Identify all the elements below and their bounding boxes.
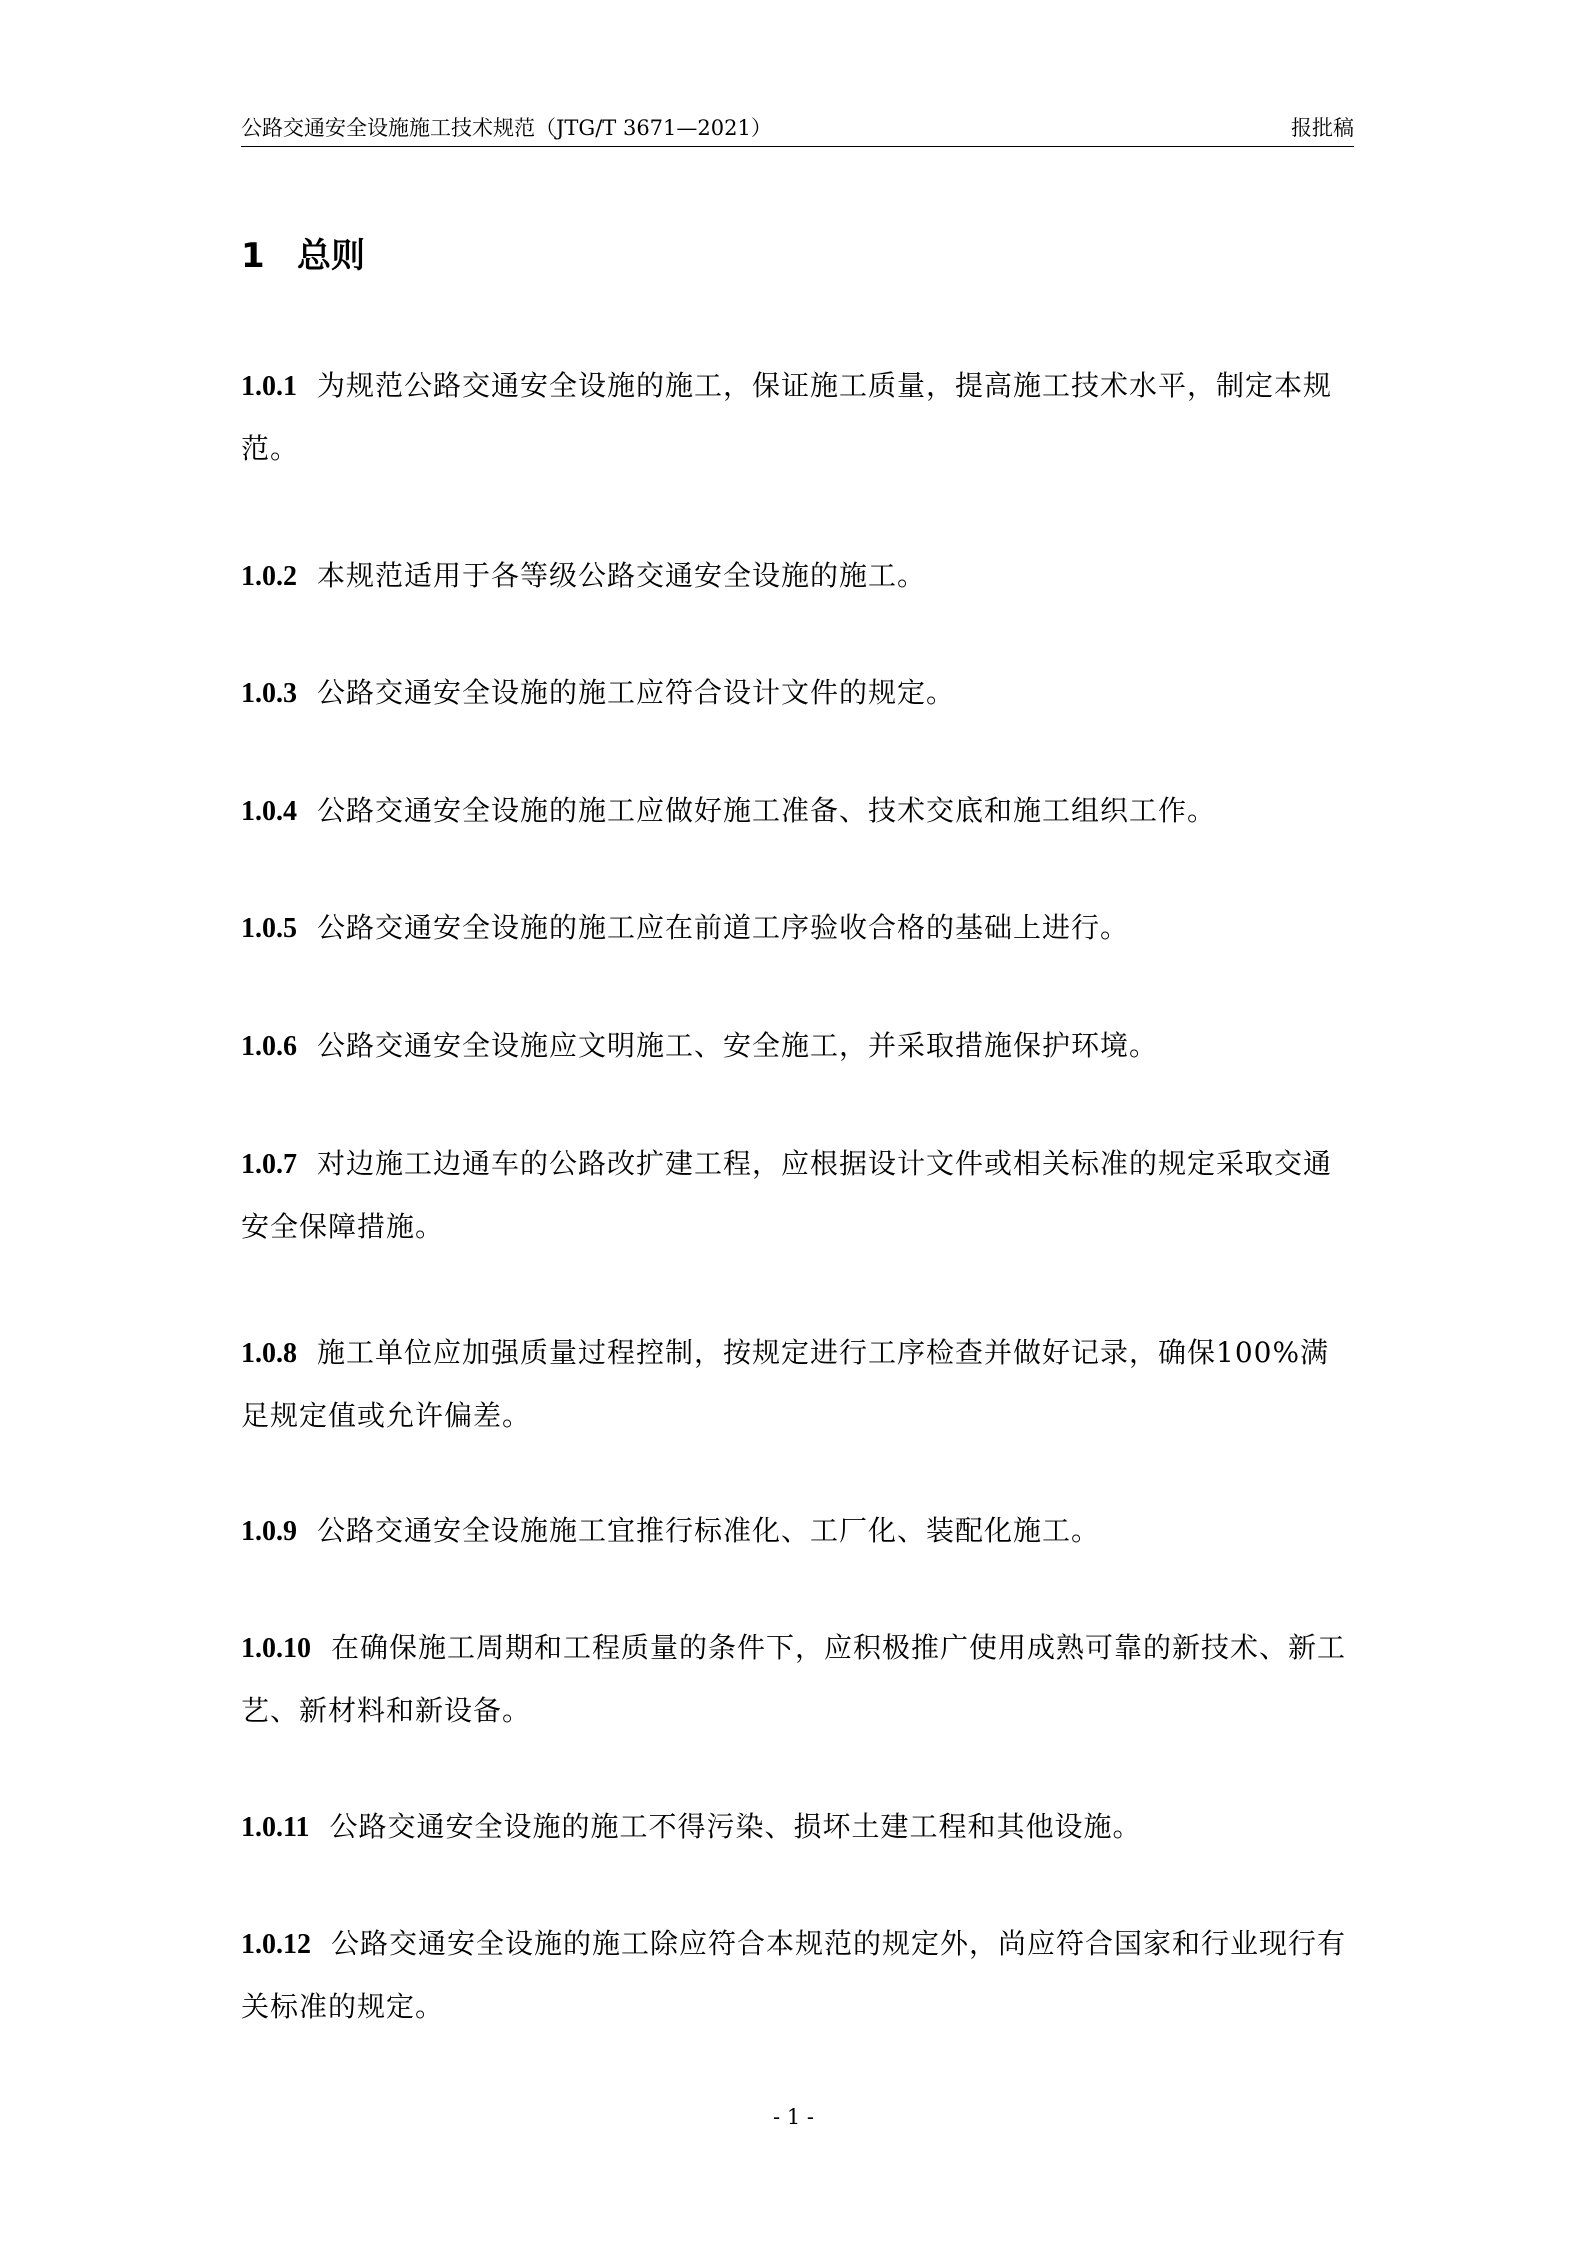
clause-text: 本规范适用于各等级公路交通安全设施的施工。: [317, 559, 927, 592]
clause-number: 1.0.11: [241, 1812, 310, 1843]
clause-number: 1.0.9: [241, 1516, 297, 1547]
clause-1-0-9: [241, 1500, 1354, 1563]
chapter-number: 1: [241, 236, 265, 276]
chapter-title-text: 总则: [297, 236, 365, 276]
clause-text: 施工单位应加强质量过程控制，按规定进行工序检查并做好记录，确保100%满足规定值或允许偏差。: [241, 1336, 1330, 1432]
clause-text: 公路交通安全设施的施工除应符合本规范的规定外，尚应符合国家和行业现行有关标准的规定。: [241, 1927, 1347, 2023]
clause-text: 公路交通安全设施的施工应符合设计文件的规定。: [317, 676, 956, 709]
clause-1-0-12: [241, 1913, 1354, 2038]
clause-number: 1.0.4: [241, 796, 297, 827]
clause-1-0-1: [241, 355, 1354, 480]
clause-text: 在确保施工周期和工程质量的条件下，应积极推广使用成熟可靠的新技术、新工艺、新材料和新设备。: [241, 1631, 1347, 1727]
clause-text: 公路交通安全设施施工宜推行标准化、工厂化、装配化施工。: [317, 1514, 1101, 1547]
clause-number: 1.0.3: [241, 678, 297, 709]
clause-number: 1.0.1: [241, 371, 297, 402]
clause-1-0-5: [241, 897, 1354, 960]
clause-1-0-6: [241, 1015, 1354, 1078]
clause-text: 对边施工边通车的公路改扩建工程，应根据设计文件或相关标准的规定采取交通安全保障措施。: [241, 1147, 1333, 1243]
clause-text: 公路交通安全设施应文明施工、安全施工，并采取措施保护环境。: [317, 1029, 1159, 1062]
clause-text: 公路交通安全设施的施工应在前道工序验收合格的基础上进行。: [317, 911, 1130, 944]
clause-number: 1.0.12: [241, 1929, 311, 1960]
clause-1-0-11: [241, 1796, 1354, 1859]
chapter-heading: [241, 232, 365, 280]
clause-1-0-3: [241, 662, 1354, 725]
running-header: [241, 112, 1354, 147]
clause-text: 公路交通安全设施的施工不得污染、损坏土建工程和其他设施。: [329, 1810, 1142, 1843]
clause-1-0-10: [241, 1617, 1354, 1742]
clause-1-0-7: [241, 1133, 1354, 1258]
clause-number: 1.0.7: [241, 1149, 297, 1180]
clause-number: 1.0.6: [241, 1031, 297, 1062]
page-number: - 1 -: [773, 2105, 814, 2129]
draft-status-label: 报批稿: [1291, 116, 1354, 140]
clause-1-0-4: [241, 780, 1354, 843]
clause-text: 公路交通安全设施的施工应做好施工准备、技术交底和施工组织工作。: [317, 794, 1217, 827]
clause-number: 1.0.10: [241, 1633, 311, 1664]
clause-1-0-8: [241, 1322, 1354, 1447]
clause-number: 1.0.5: [241, 913, 297, 944]
clause-1-0-2: [241, 545, 1354, 608]
clause-number: 1.0.8: [241, 1338, 297, 1369]
clause-text: 为规范公路交通安全设施的施工，保证施工质量，提高施工技术水平，制定本规范。: [241, 369, 1333, 465]
document-title: 公路交通安全设施施工技术规范（JTG/T 3671—2021）: [241, 116, 772, 140]
clause-number: 1.0.2: [241, 561, 297, 592]
